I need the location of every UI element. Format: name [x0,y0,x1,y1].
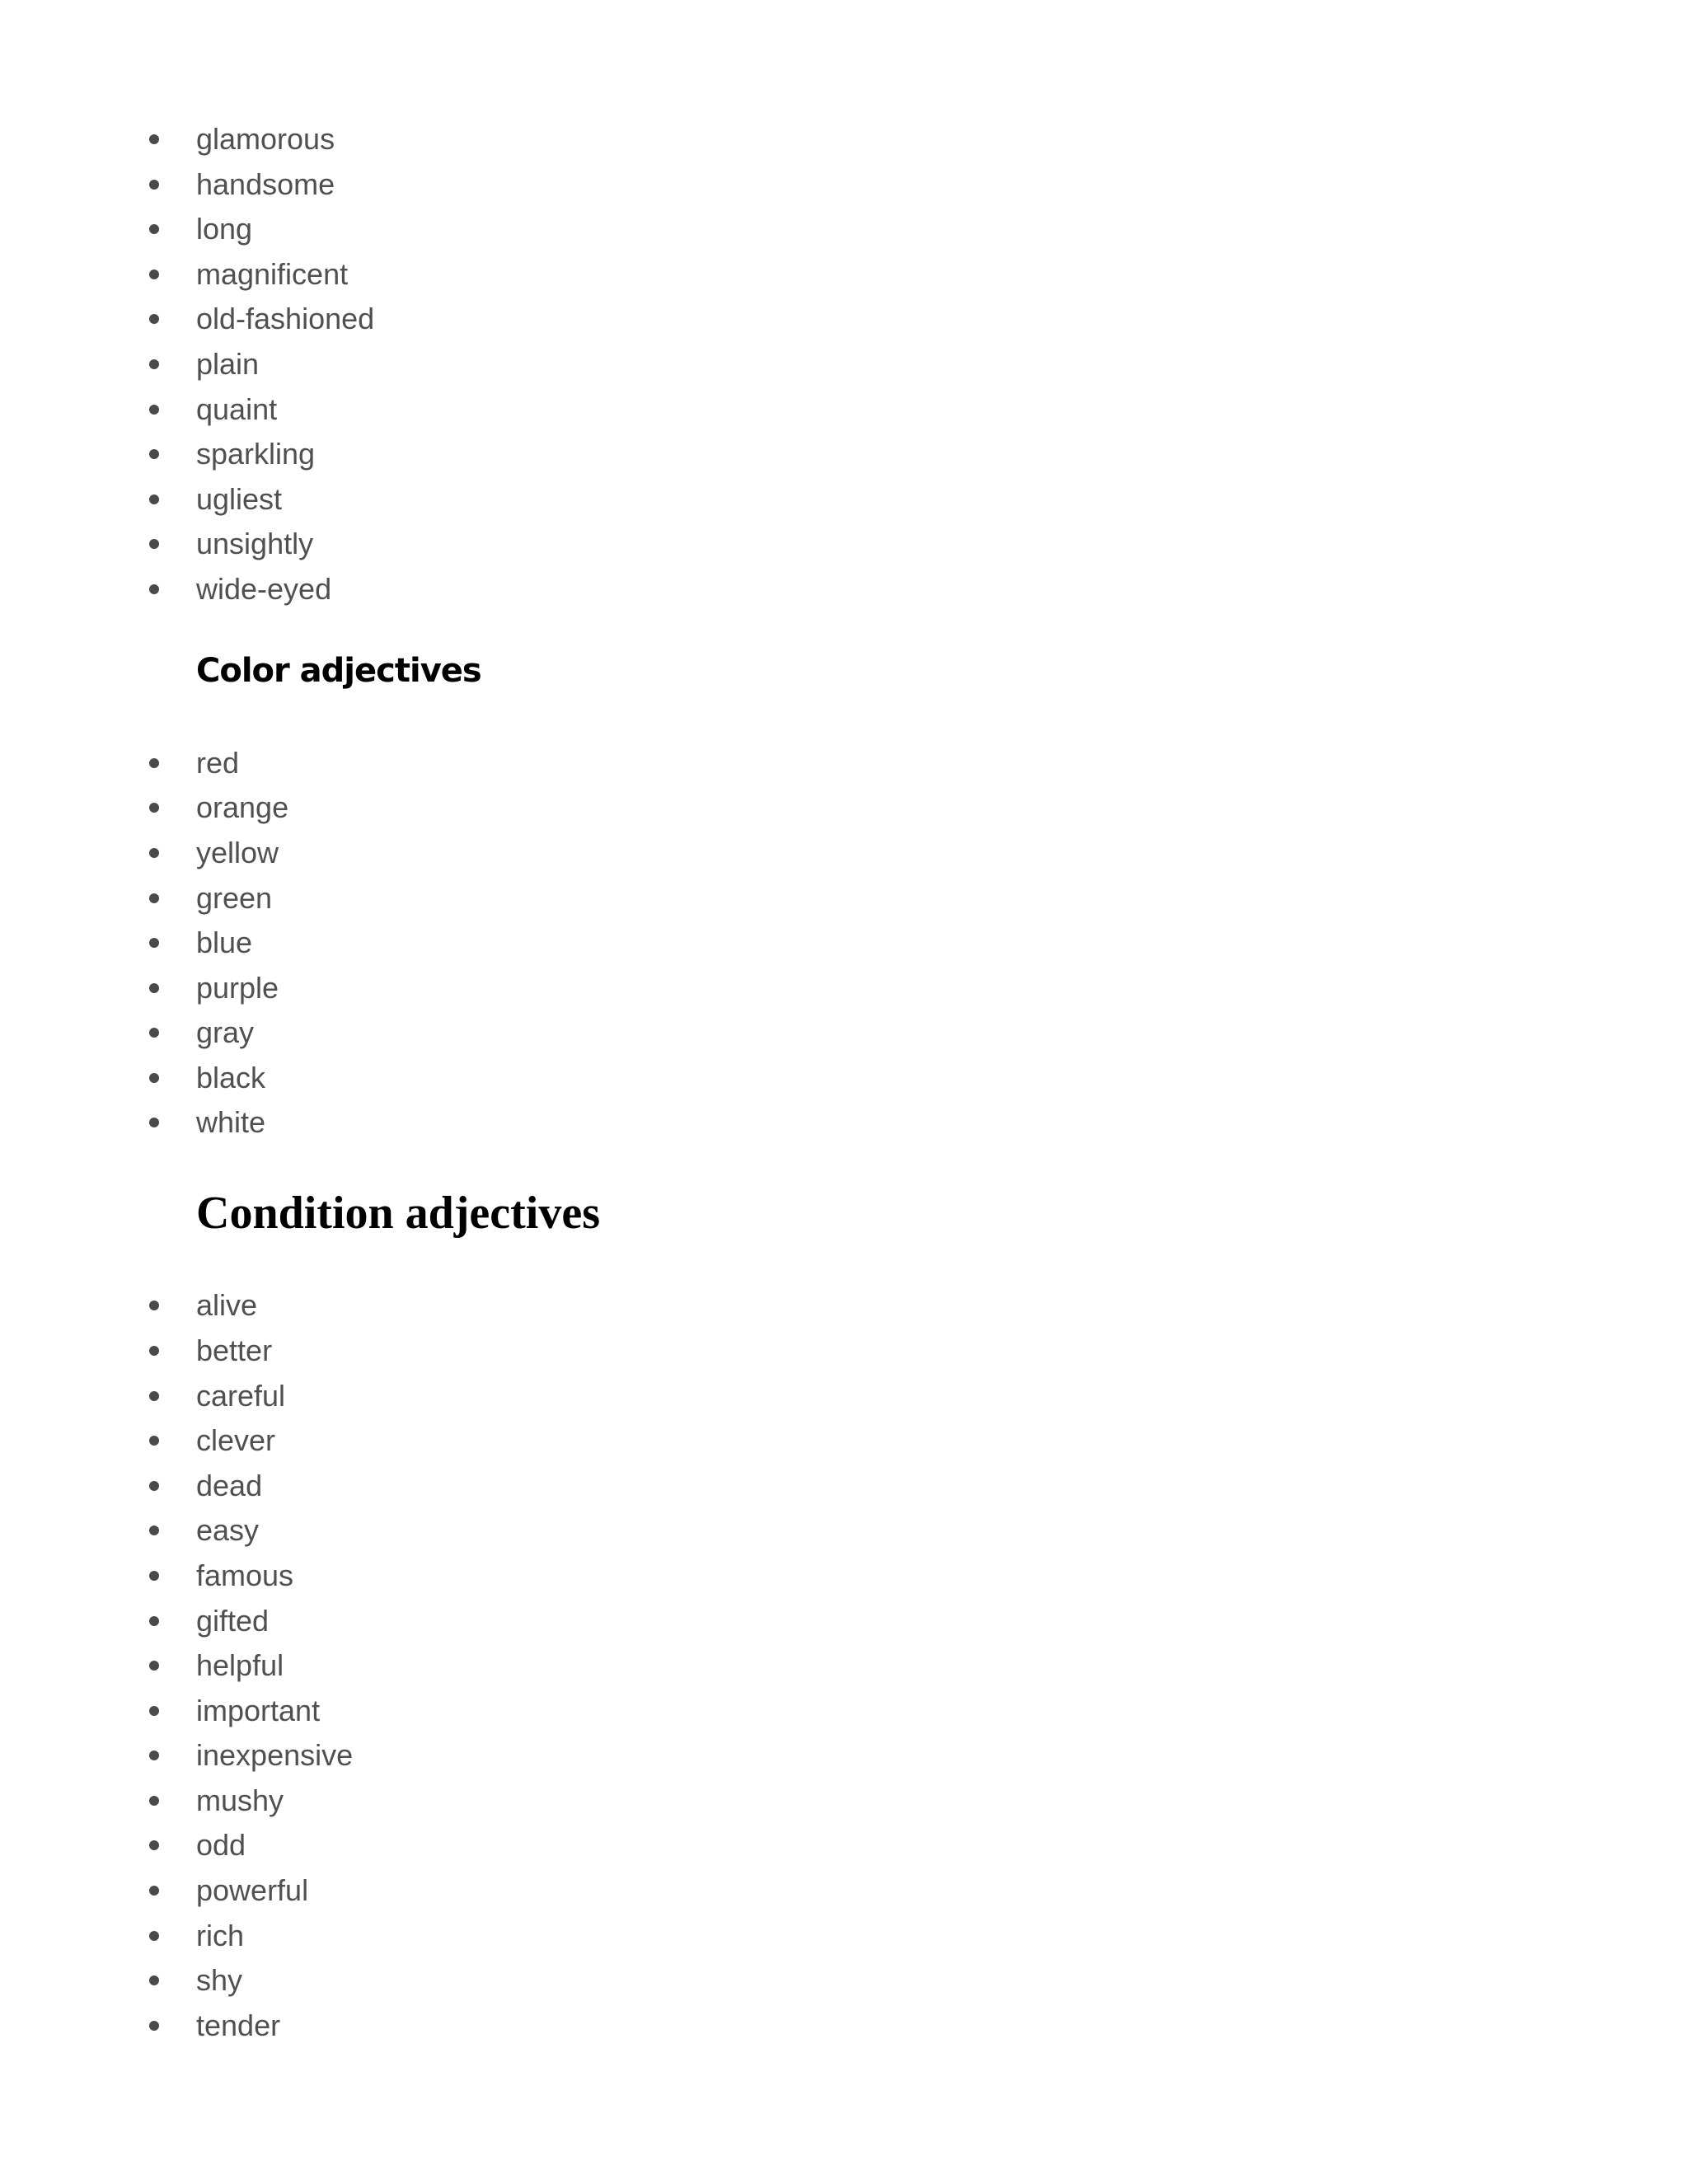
bullet-icon [149,1975,159,1985]
list-item: gray [0,1010,742,1056]
list-item: orange [0,785,742,831]
list-item: blue [0,920,742,966]
bullet-icon [149,1796,159,1806]
bullet-icon [149,1301,159,1310]
list-item: plain [0,341,742,387]
bullet-icon [149,584,159,594]
bullet-icon [149,269,159,279]
list-item: powerful [0,1868,742,1914]
bullet-icon [149,893,159,903]
bullet-icon [149,405,159,415]
list-item: black [0,1055,742,1101]
bullet-icon [149,314,159,324]
list-item: gifted [0,1598,742,1644]
bullet-icon [149,224,159,234]
bullet-icon [149,1118,159,1127]
bullet-icon [149,1661,159,1671]
list-item: long [0,206,742,252]
list-item: clever [0,1418,742,1464]
bullet-icon [149,758,159,768]
bullet-icon [149,1706,159,1716]
list-item: yellow [0,830,742,876]
bullet-icon [149,1616,159,1626]
bullet-icon [149,1750,159,1760]
color-adjectives-heading: Color adjectives [196,652,481,690]
list-item: dead [0,1463,742,1509]
list-item: red [0,740,742,786]
list-item: purple [0,965,742,1011]
list-item: better [0,1328,742,1374]
bullet-icon [149,1481,159,1491]
list-item: tender [0,2003,742,2049]
list-item: unsightly [0,521,742,567]
bullet-icon [149,359,159,369]
bullet-icon [149,2021,159,2031]
bullet-icon [149,1436,159,1446]
bullet-icon [149,1886,159,1896]
list-item: rich [0,1913,742,1959]
list-item: shy [0,1957,742,2004]
list-item: careful [0,1373,742,1419]
bullet-icon [149,983,159,993]
bullet-icon [149,539,159,549]
list-item: important [0,1688,742,1734]
list-item: wide-eyed [0,566,742,612]
bullet-icon [149,1526,159,1535]
list-item: green [0,875,742,921]
list-item: ugliest [0,476,742,523]
list-item: quaint [0,387,742,433]
bullet-icon [149,1346,159,1356]
bullet-icon [149,1028,159,1038]
list-item: old-fashioned [0,296,742,342]
list-item: famous [0,1553,742,1599]
bullet-icon [149,938,159,948]
list-item: magnificent [0,251,742,298]
list-item: odd [0,1822,742,1868]
list-item: mushy [0,1778,742,1824]
bullet-icon [149,1571,159,1581]
list-item: easy [0,1507,742,1554]
condition-adjectives-heading: Condition adjectives [196,1188,600,1239]
list-item: sparkling [0,431,742,477]
bullet-icon [149,1840,159,1850]
bullet-icon [149,134,159,144]
bullet-icon [149,803,159,813]
list-item: white [0,1099,742,1146]
list-item: inexpensive [0,1732,742,1779]
bullet-icon [149,1391,159,1401]
bullet-icon [149,1931,159,1941]
bullet-icon [149,449,159,459]
bullet-icon [149,1073,159,1083]
bullet-icon [149,494,159,504]
bullet-icon [149,180,159,190]
list-item: handsome [0,162,742,208]
list-item: glamorous [0,116,742,162]
bullet-icon [149,848,159,858]
list-item: alive [0,1282,742,1329]
list-item: helpful [0,1643,742,1689]
